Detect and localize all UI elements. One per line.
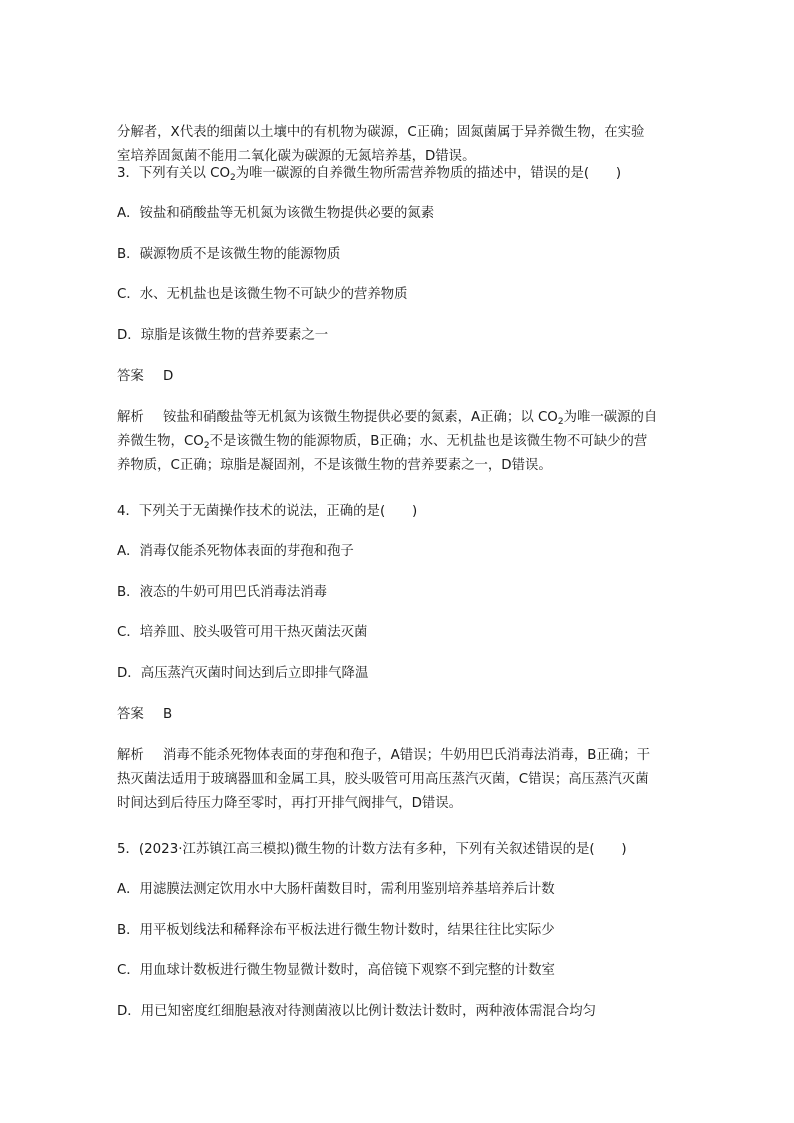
q4-analysis-row-2: 热灭菌法适用于玻璃器皿和金属工具，胶头吸管可用高压蒸汽灭菌，C错误；高压蒸汽灭菌 — [117, 772, 649, 787]
q4-option-b: B．液态的牛奶可用巴氏消毒法消毒 — [117, 585, 328, 600]
q3-stem-subscript: 2 — [230, 173, 236, 183]
q4-analysis-r1: 消毒不能杀死物体表面的芽孢和孢子，A错误；牛奶用巴氏消毒法消毒，B正确；干 — [163, 748, 651, 763]
q3-option-b: B．碳源物质不是该微生物的能源物质 — [117, 247, 341, 262]
q3-analysis-row-1 — [117, 406, 678, 430]
q4-answer-value: B — [163, 707, 173, 722]
q3-stem — [117, 166, 621, 182]
q3-answer — [117, 369, 173, 385]
q3-stem-part1: 3．下列有关以 CO — [117, 166, 231, 181]
q4-stem: 4．下列关于无菌操作技术的说法，正确的是( ) — [117, 504, 418, 519]
q4-option-a: A．消毒仅能杀死物体表面的芽孢和孢子 — [117, 544, 354, 559]
q3-answer-value: D — [163, 369, 174, 384]
q3-option-c: C．水、无机盐也是该微生物不可缺少的营养物质 — [117, 287, 408, 302]
intro-row-2: 室培养固氮菌不能用二氧化碳为碳源的无氮培养基，D错误。 — [117, 149, 476, 164]
q3-analysis-label: 解析 — [117, 410, 144, 425]
q4-answer — [117, 707, 172, 723]
q3-stem-part2: 为唯一碳源的自养微生物所需营养物质的描述中，错误的是( ) — [235, 166, 622, 181]
q3-analysis — [117, 406, 678, 478]
q3-analysis-r1-sub: 2 — [557, 417, 564, 427]
q5-option-b: B．用平板划线法和稀释涂布平板法进行微生物计数时，结果往往比实际少 — [117, 923, 555, 938]
q3-analysis-r2b: 不是该微生物的能源物质，B正确；水、无机盐也是该微生物不可缺少的营 — [209, 434, 648, 449]
q3-option-d: D．琼脂是该微生物的营养要素之一 — [117, 328, 329, 343]
q5-option-a: A．用滤膜法测定饮用水中大肠杆菌数目时，需利用鉴别培养基培养后计数 — [117, 882, 555, 897]
q5-option-d: D．用已知密度红细胞悬液对待测菌液以比例计数法计数时，两种液体需混合均匀 — [117, 1004, 596, 1019]
q3-analysis-r1b: 为唯一碳源的自 — [563, 410, 658, 425]
q4-option-c: C．培养皿、胶头吸管可用干热灭菌法灭菌 — [117, 625, 368, 640]
q4-analysis-row-1 — [117, 744, 678, 768]
intro-paragraph — [117, 121, 678, 169]
q4-option-d: D．高压蒸汽灭菌时间达到后立即排气降温 — [117, 666, 369, 681]
q3-analysis-r1a: 铵盐和硝酸盐等无机氮为该微生物提供必要的氮素，A正确；以 CO — [163, 410, 558, 425]
q3-analysis-r2a: 养微生物，CO — [117, 434, 204, 449]
q3-analysis-r2-sub: 2 — [203, 441, 210, 451]
q3-analysis-row-2 — [117, 430, 678, 454]
q4-analysis-label: 解析 — [117, 748, 144, 763]
q3-option-a: A．铵盐和硝酸盐等无机氮为该微生物提供必要的氮素 — [117, 206, 435, 221]
intro-row-1: 分解者，X代表的细菌以土壤中的有机物为碳源，C正确；固氮菌属于异养微生物，在实验 — [117, 125, 645, 140]
q4-answer-label: 答案 — [117, 707, 144, 722]
q4-analysis — [117, 744, 678, 816]
q5-stem: 5．(2023·江苏镇江高三模拟)微生物的计数方法有多种，下列有关叙述错误的是( ) — [117, 842, 627, 857]
q3-analysis-row-3: 养物质，C正确；琼脂是凝固剂，不是该微生物的营养要素之一，D错误。 — [117, 458, 552, 473]
q4-analysis-row-3: 时间达到后待压力降至零时，再打开排气阀排气，D错误。 — [117, 796, 463, 811]
q5-option-c: C．用血球计数板进行微生物显微计数时，高倍镜下观察不到完整的计数室 — [117, 963, 555, 978]
q3-answer-label: 答案 — [117, 369, 144, 384]
